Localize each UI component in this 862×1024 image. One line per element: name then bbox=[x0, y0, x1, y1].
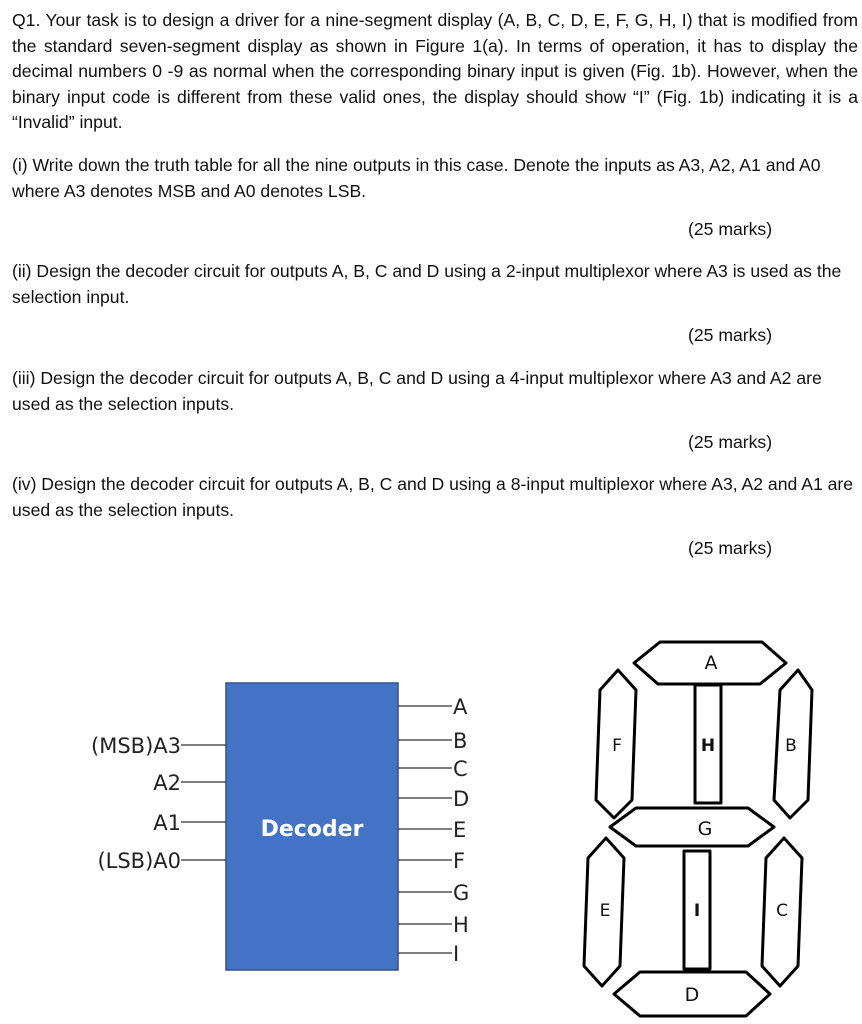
output-label-h: H bbox=[453, 913, 469, 937]
output-label-e: E bbox=[453, 818, 467, 842]
output-label-d: D bbox=[453, 787, 470, 811]
decoder-label: Decoder bbox=[260, 817, 364, 842]
segment-label-i: I bbox=[693, 901, 701, 921]
figure-1 bbox=[0, 600, 862, 1024]
output-label-c: C bbox=[453, 757, 468, 781]
output-label-a: A bbox=[453, 695, 468, 719]
output-lines bbox=[398, 706, 452, 953]
input-label-a1: A1 bbox=[153, 811, 181, 835]
part-iv-marks: (25 marks) bbox=[688, 538, 773, 558]
part-i-marks: (25 marks) bbox=[688, 219, 773, 239]
output-label-i: I bbox=[453, 942, 460, 966]
segment-label-f: F bbox=[612, 736, 622, 756]
input-label-a0: (LSB)A0 bbox=[97, 849, 181, 873]
segment-label-c: C bbox=[776, 901, 788, 921]
part-iv-text: (iv) Design the decoder circuit for outputs A, B, C and D using a 8-input multiplexor where A3, A2 and A1 are used as the selection inputs. bbox=[12, 474, 854, 520]
segment-label-a: A bbox=[704, 652, 718, 674]
output-label-g: G bbox=[453, 881, 470, 905]
part-i-text: (i) Write down the truth table for all the nine outputs in this case. Denote the inputs as A3, A2, A1 and A0 where A3 denotes MSB and A0 denotes LSB. bbox=[12, 155, 821, 201]
output-label-b: B bbox=[453, 729, 468, 753]
segment-label-g: G bbox=[697, 818, 713, 840]
part-ii-text: (ii) Design the decoder circuit for outputs A, B, C and D using a 2-input multiplexor where A3 is used as the selection input. bbox=[12, 261, 842, 307]
segment-label-h: H bbox=[700, 736, 716, 756]
part-iii-text: (iii) Design the decoder circuit for outputs A, B, C and D using a 4-input multiplexor where A3 and A2 are used as the selection inputs. bbox=[12, 368, 822, 414]
segment-label-b: B bbox=[785, 736, 797, 756]
segment-g bbox=[610, 808, 774, 846]
part-ii-marks: (25 marks) bbox=[688, 325, 773, 345]
input-label-a2: A2 bbox=[153, 771, 181, 795]
decoder-diagram bbox=[91, 683, 469, 970]
output-label-f: F bbox=[453, 849, 466, 873]
segment-label-e: E bbox=[599, 901, 611, 921]
input-label-a3: (MSB)A3 bbox=[91, 734, 181, 758]
part-iii-marks: (25 marks) bbox=[688, 432, 773, 452]
segment-label-d: D bbox=[684, 984, 700, 1006]
question-intro: Q1. Your task is to design a driver for a nine-segment display (A, B, C, D, E, F, G, H, I) that is modified from the standard seven-segment display as shown in Figure 1(a). In terms of operation, it has to display the decimal numbers 0 -9 as normal when the corresponding binary input is given (Fig. 1b). However, when the binary input code is different from these valid ones, the display should show “I” (Fig. 1b) indicating it is a “Invalid” input. bbox=[12, 10, 858, 132]
